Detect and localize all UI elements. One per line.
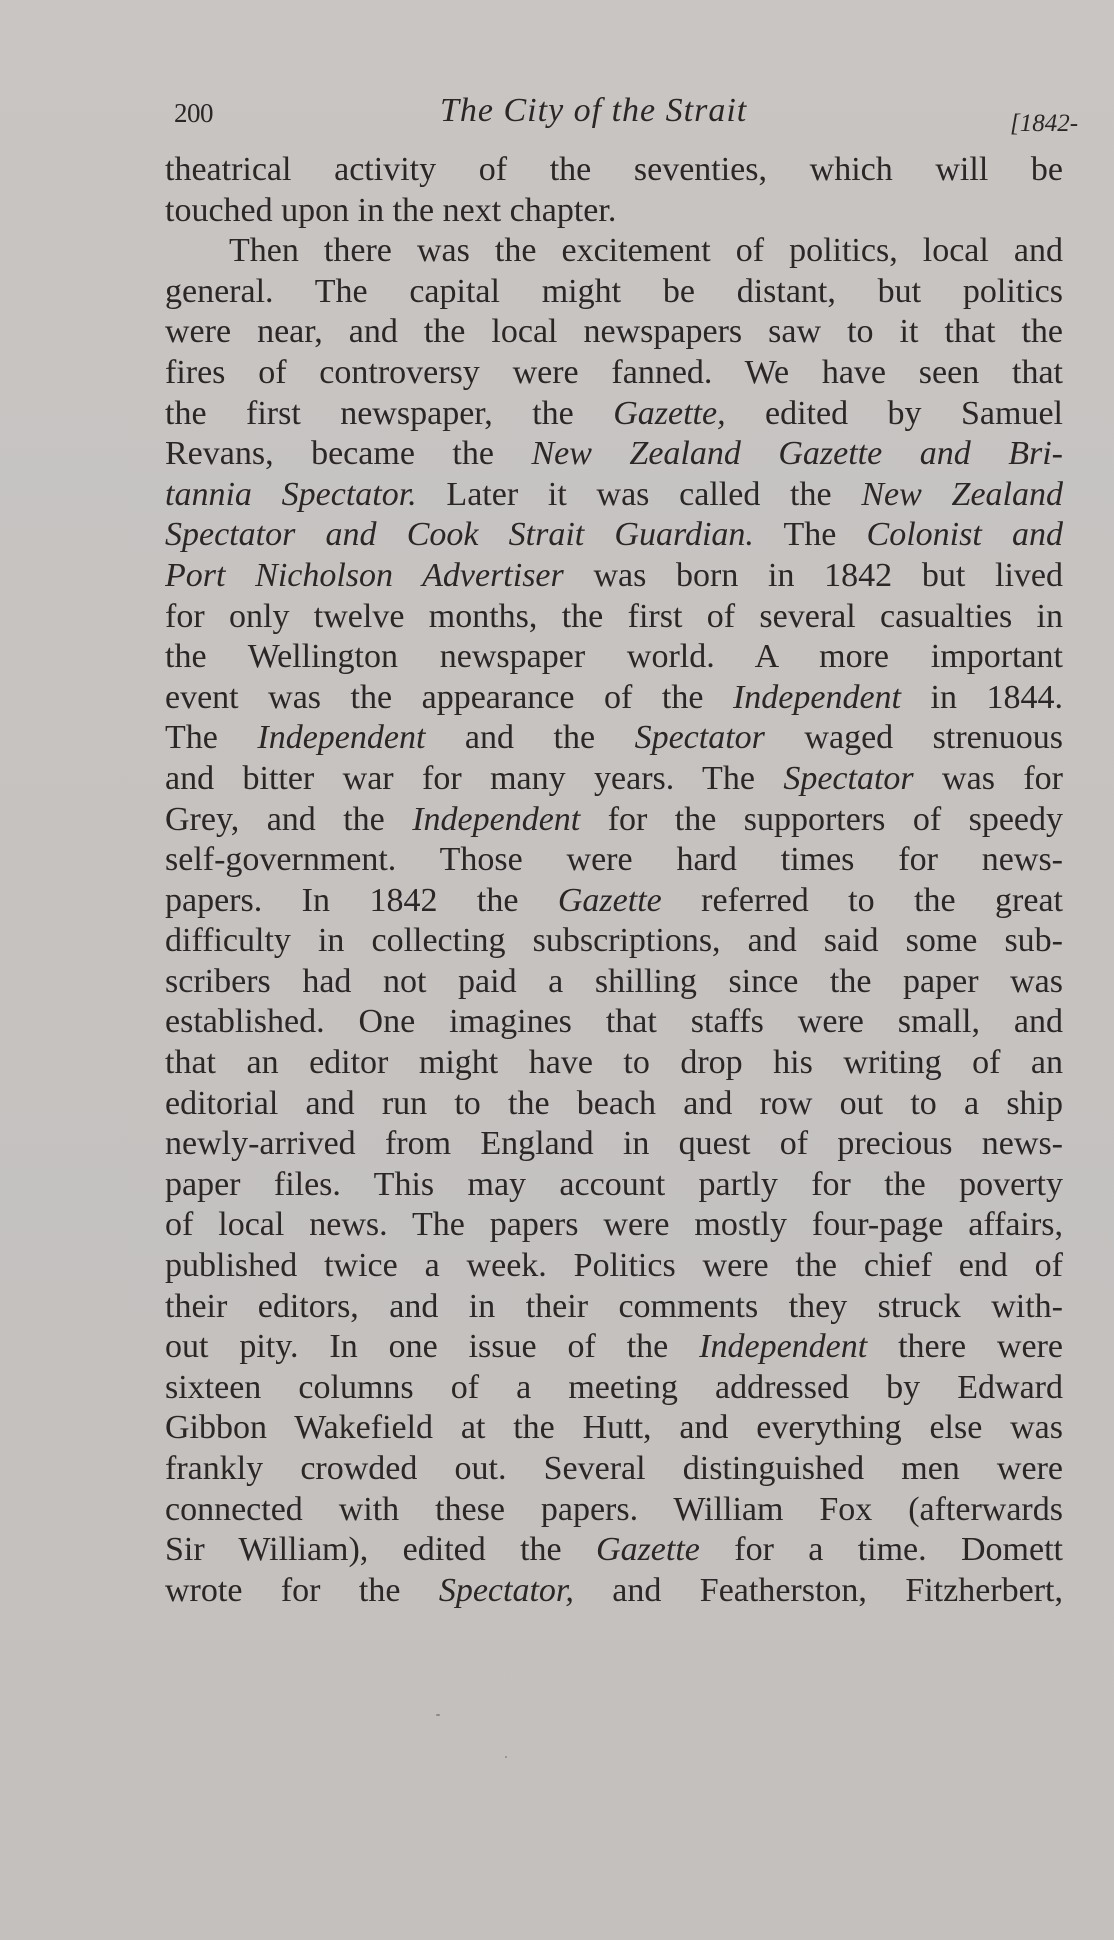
text-segment: theatrical activity of the seventies, which will be: [165, 151, 1063, 188]
text-segment: event was the appearance of the: [165, 678, 733, 716]
text-segment: in 1844.: [900, 678, 1063, 716]
text-line: [165, 840, 1063, 881]
italic-text: tannia Spectator.: [165, 475, 417, 513]
italic-text: Gazette: [596, 1531, 700, 1569]
text-segment: Grey, and the: [165, 800, 413, 838]
text-line: [165, 556, 1063, 597]
text-segment: the first newspaper, the: [165, 394, 614, 432]
text-line: [165, 1408, 1063, 1449]
text-segment: were near, and the local newspapers saw to it that the: [165, 313, 1063, 351]
text-line: [165, 962, 1063, 1003]
text-line: [165, 353, 1063, 394]
text-segment: of local news. The papers were mostly four-page affairs,: [165, 1206, 1063, 1244]
text-line: [165, 1043, 1063, 1084]
text-segment: and the: [425, 719, 635, 757]
text-segment: Gibbon Wakefield at the Hutt, and everything else was: [165, 1409, 1063, 1447]
text-line: [165, 1246, 1063, 1287]
text-segment: Revans, became the: [165, 435, 532, 473]
text-line: [165, 597, 1063, 638]
running-title: The City of the Strait: [440, 92, 748, 129]
text-segment: difficulty in collecting subscriptions, and said some sub-: [165, 922, 1063, 960]
text-segment: waged strenuous: [764, 719, 1063, 757]
text-segment: published twice a week. Politics were the chief end of: [165, 1247, 1063, 1285]
page-number: 200: [174, 98, 213, 128]
text-line: [165, 800, 1063, 841]
text-segment: sixteen columns of a meeting addressed by Edward: [165, 1368, 1063, 1406]
text-segment: their editors, and in their comments they struck with-: [165, 1287, 1063, 1325]
text-segment: referred to the great: [661, 881, 1063, 919]
italic-text: Independent: [257, 719, 426, 757]
italic-text: Spectator: [634, 719, 765, 757]
text-line: [165, 1287, 1063, 1328]
text-segment: wrote for the: [165, 1571, 439, 1609]
text-line: [165, 1368, 1063, 1409]
text-segment: and bitter war for many years. The: [165, 759, 784, 797]
paper-speck: [436, 1714, 440, 1716]
text-line: [165, 1449, 1063, 1490]
text-line: [165, 515, 1063, 556]
text-segment: paper files. This may account partly for the poverty: [165, 1165, 1063, 1203]
text-line: [165, 150, 1063, 191]
italic-text: New Zealand: [861, 475, 1063, 513]
text-line: [165, 394, 1063, 435]
text-segment: edited by Samuel: [725, 394, 1063, 432]
text-segment: frankly crowded out. Several distinguished men were: [165, 1450, 1063, 1487]
text-line: [165, 312, 1063, 353]
text-line: [165, 718, 1063, 759]
text-segment: for the supporters of speedy: [580, 800, 1063, 838]
text-line: [165, 637, 1063, 678]
text-line: [165, 1205, 1063, 1246]
page-header: [170, 92, 1079, 142]
text-segment: scribers had not paid a shilling since the paper was: [165, 962, 1063, 1000]
text-line: [165, 1124, 1063, 1165]
year-range: [1842-: [1010, 110, 1079, 137]
text-segment: Sir William), edited the: [165, 1531, 597, 1569]
text-segment: that an editor might have to drop his writing of an: [165, 1044, 1063, 1082]
italic-text: Spectator,: [438, 1571, 574, 1609]
text-line: [165, 231, 1063, 272]
text-segment: established. One imagines that staffs were small, and: [165, 1003, 1063, 1041]
italic-text: Gazette,: [613, 394, 726, 432]
text-line: [165, 475, 1063, 516]
text-segment: there were: [867, 1328, 1063, 1366]
text-segment: out pity. In one issue of the: [165, 1328, 700, 1366]
text-line: [165, 759, 1063, 800]
paper-speck: [505, 1756, 507, 1758]
text-segment: papers. In 1842 the: [165, 881, 558, 919]
text-segment: general. The capital might be distant, but politics: [165, 272, 1063, 310]
text-segment: for only twelve months, the first of several casualties in: [165, 597, 1063, 635]
text-segment: for a time. Domett: [699, 1531, 1063, 1569]
text-segment: Later it was called the: [416, 475, 862, 513]
text-line: [165, 1571, 1063, 1612]
text-line: [165, 1327, 1063, 1368]
italic-text: Port Nicholson Advertiser: [165, 556, 564, 594]
italic-text: Independent: [732, 678, 901, 716]
text-segment: was for: [913, 759, 1063, 797]
text-line: [165, 1530, 1063, 1571]
text-segment: touched upon in the next chapter.: [165, 191, 617, 229]
text-segment: fires of controversy were fanned. We have seen that: [165, 353, 1063, 391]
text-segment: The: [165, 719, 258, 757]
text-segment: was born in 1842 but lived: [563, 556, 1063, 594]
text-line: [165, 678, 1063, 719]
text-line: [165, 272, 1063, 313]
text-line: [165, 1002, 1063, 1043]
text-line: [165, 434, 1063, 475]
text-segment: Then there was the excitement of politics, local and: [229, 232, 1063, 270]
italic-text: Independent: [412, 800, 581, 838]
body-text: [165, 150, 1063, 1611]
text-line: [165, 1084, 1063, 1125]
text-line: [165, 1490, 1063, 1531]
text-segment: self-government. Those were hard times for news-: [165, 841, 1063, 879]
italic-text: Gazette: [557, 881, 662, 919]
text-segment: and Featherston, Fitzherbert,: [573, 1571, 1063, 1609]
text-line: [165, 191, 1063, 232]
text-line: [165, 1165, 1063, 1206]
text-segment: connected with these papers. William Fox (afterwards: [165, 1490, 1063, 1528]
text-segment: the Wellington newspaper world. A more important: [165, 638, 1063, 676]
italic-text: New Zealand Gazette and Bri-: [531, 435, 1063, 473]
italic-text: Spectator: [783, 759, 914, 797]
italic-text: Independent: [699, 1328, 868, 1366]
text-line: [165, 921, 1063, 962]
italic-text: Colonist and: [866, 516, 1063, 554]
italic-text: Spectator and Cook Strait Guardian.: [165, 516, 754, 554]
text-segment: newly-arrived from England in quest of precious news-: [165, 1125, 1063, 1163]
text-segment: The: [753, 516, 867, 554]
text-segment: editorial and run to the beach and row out to a ship: [165, 1084, 1063, 1122]
text-line: [165, 881, 1063, 922]
